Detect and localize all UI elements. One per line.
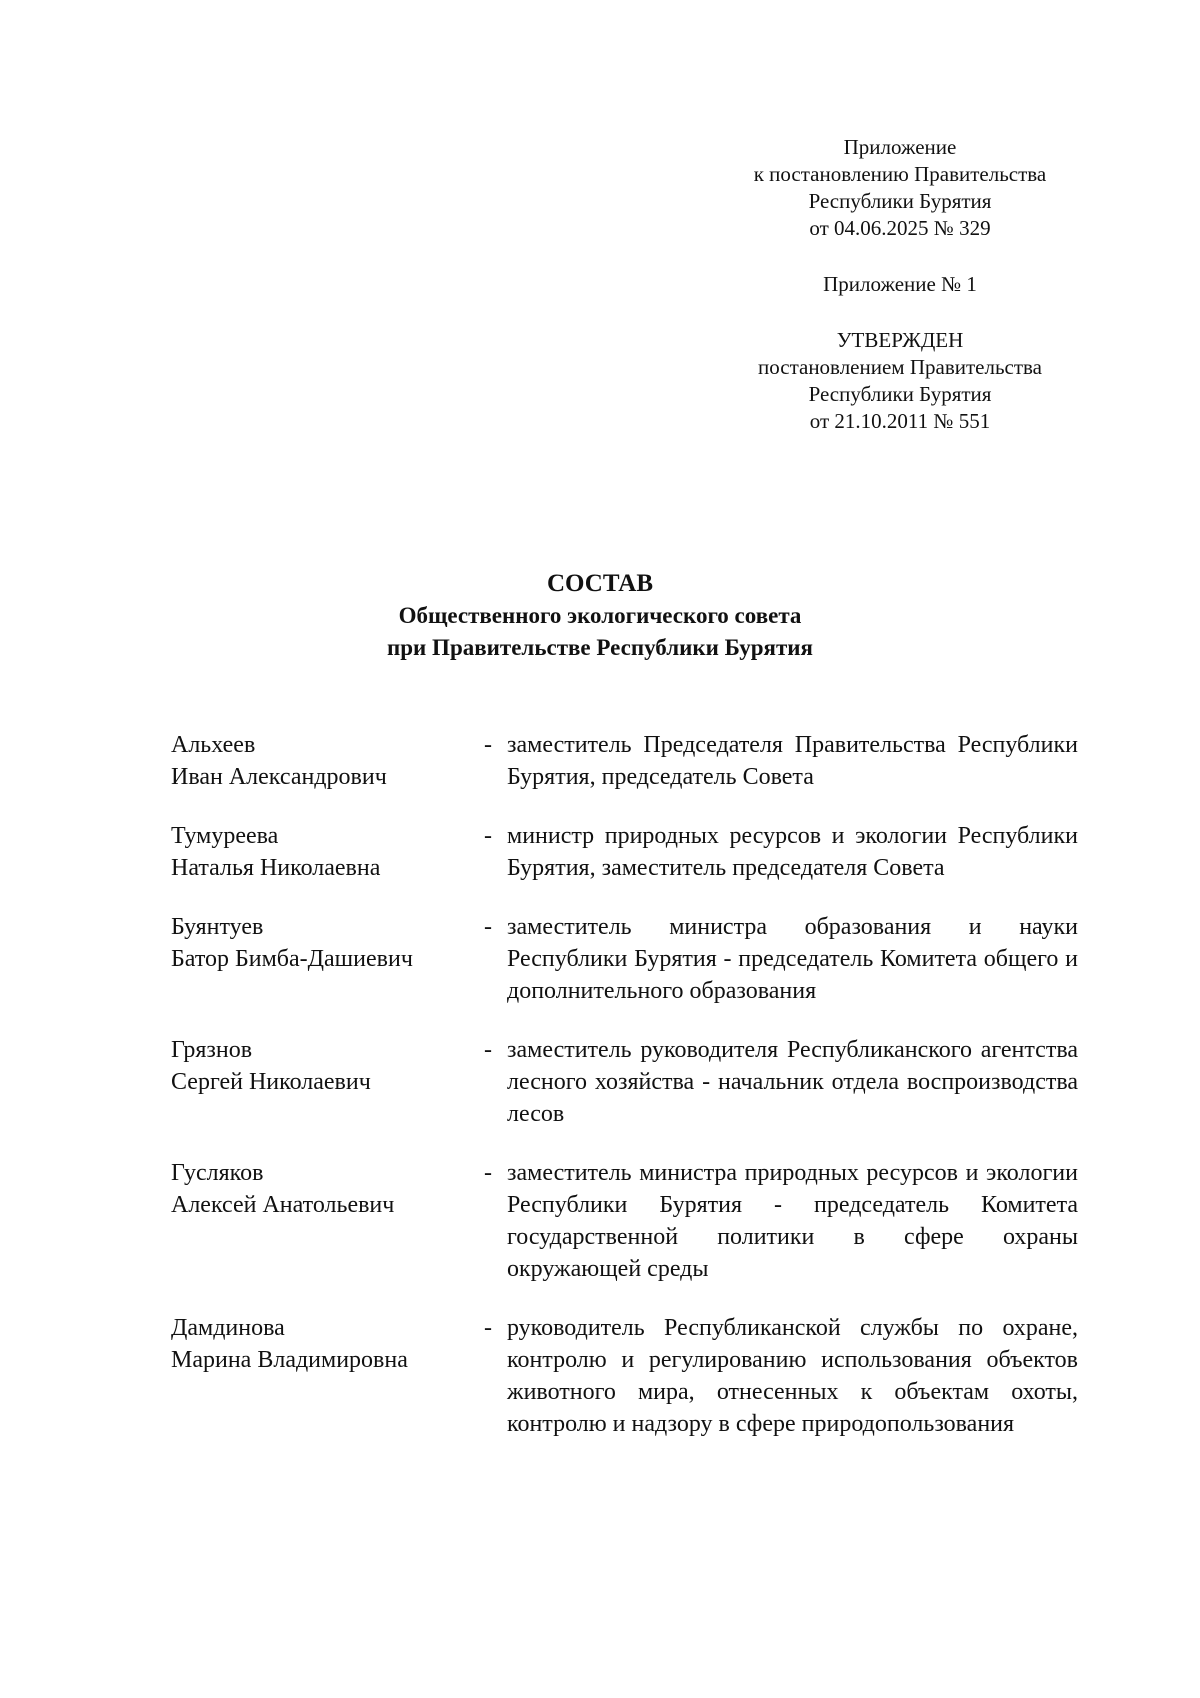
resolution-attachment-block: [700, 134, 1100, 242]
appendix-number-block: [700, 271, 1100, 298]
member-entry: [171, 820, 1081, 884]
attachment-label: Приложение: [843, 135, 957, 159]
member-entry: [171, 911, 1081, 1007]
resolution-date-number: от 04.06.2025 № 329: [809, 216, 991, 240]
member-surname: Грязнов: [171, 1037, 253, 1063]
title-line-2: при Правительстве Республики Бурятия: [387, 635, 813, 660]
member-dash: -: [484, 732, 492, 758]
member-role: заместитель министра образования и науки Республики Бурятия - председатель Комитета общего и дополнительного образования: [507, 914, 1078, 1004]
member-dash: -: [484, 1315, 492, 1341]
member-role: заместитель руководителя Республиканского агентства лесного хозяйства - начальник отдела воспроизводства лесов: [507, 1037, 1078, 1127]
member-surname: Буянтуев: [171, 914, 264, 940]
member-surname: Дамдинова: [171, 1315, 285, 1341]
approval-date-number: от 21.10.2011 № 551: [809, 409, 991, 433]
member-role: заместитель министра природных ресурсов и экологии Республики Бурятия - председатель Комитета государственной политики в сфере охраны окружающей среды: [507, 1160, 1078, 1282]
document-title: [0, 568, 1200, 664]
title-main: СОСТАВ: [546, 570, 654, 597]
member-role: заместитель Председателя Правительства Республики Бурятия, председатель Совета: [507, 732, 1078, 790]
member-surname: Альхеев: [171, 732, 256, 758]
member-name: [171, 1157, 471, 1221]
member-entry: [171, 1157, 1081, 1285]
member-given-names: Марина Владимировна: [171, 1347, 408, 1373]
member-surname: Тумуреева: [171, 823, 279, 849]
approved-label: УТВЕРЖДЕН: [836, 328, 964, 352]
member-name: [171, 911, 471, 975]
member-dash: -: [484, 1037, 492, 1063]
member-entry: [171, 1034, 1081, 1130]
member-given-names: Сергей Николаевич: [171, 1069, 371, 1095]
appendix-number: Приложение № 1: [823, 272, 977, 296]
member-surname: Гусляков: [171, 1160, 264, 1186]
member-name: [171, 1034, 471, 1098]
member-dash: -: [484, 914, 492, 940]
member-dash: -: [484, 1160, 492, 1186]
title-line-1: Общественного экологического совета: [398, 603, 802, 628]
resolution-reference: к постановлению Правительства: [753, 162, 1047, 186]
member-role: руководитель Республиканской службы по охране, контролю и регулированию использования объектов животного мира, отнесенных к объектам охоты, контролю и надзору в сфере природопользования: [507, 1315, 1078, 1437]
member-name: [171, 1312, 471, 1376]
member-given-names: Иван Александрович: [171, 764, 387, 790]
member-given-names: Наталья Николаевна: [171, 855, 381, 881]
approval-block: [700, 327, 1100, 435]
member-given-names: Алексей Анатольевич: [171, 1192, 395, 1218]
republic-name: Республики Бурятия: [808, 189, 992, 213]
member-name: [171, 820, 471, 884]
member-entry: [171, 1312, 1081, 1440]
member-dash: -: [484, 823, 492, 849]
approval-republic-name: Республики Бурятия: [808, 382, 992, 406]
member-entry: [171, 729, 1081, 793]
member-name: [171, 729, 471, 793]
approval-reference: постановлением Правительства: [757, 355, 1042, 379]
council-members-list: [171, 729, 1081, 1467]
member-given-names: Батор Бимба-Дашиевич: [171, 946, 413, 972]
member-role: министр природных ресурсов и экологии Республики Бурятия, заместитель председателя Совета: [507, 823, 1078, 881]
